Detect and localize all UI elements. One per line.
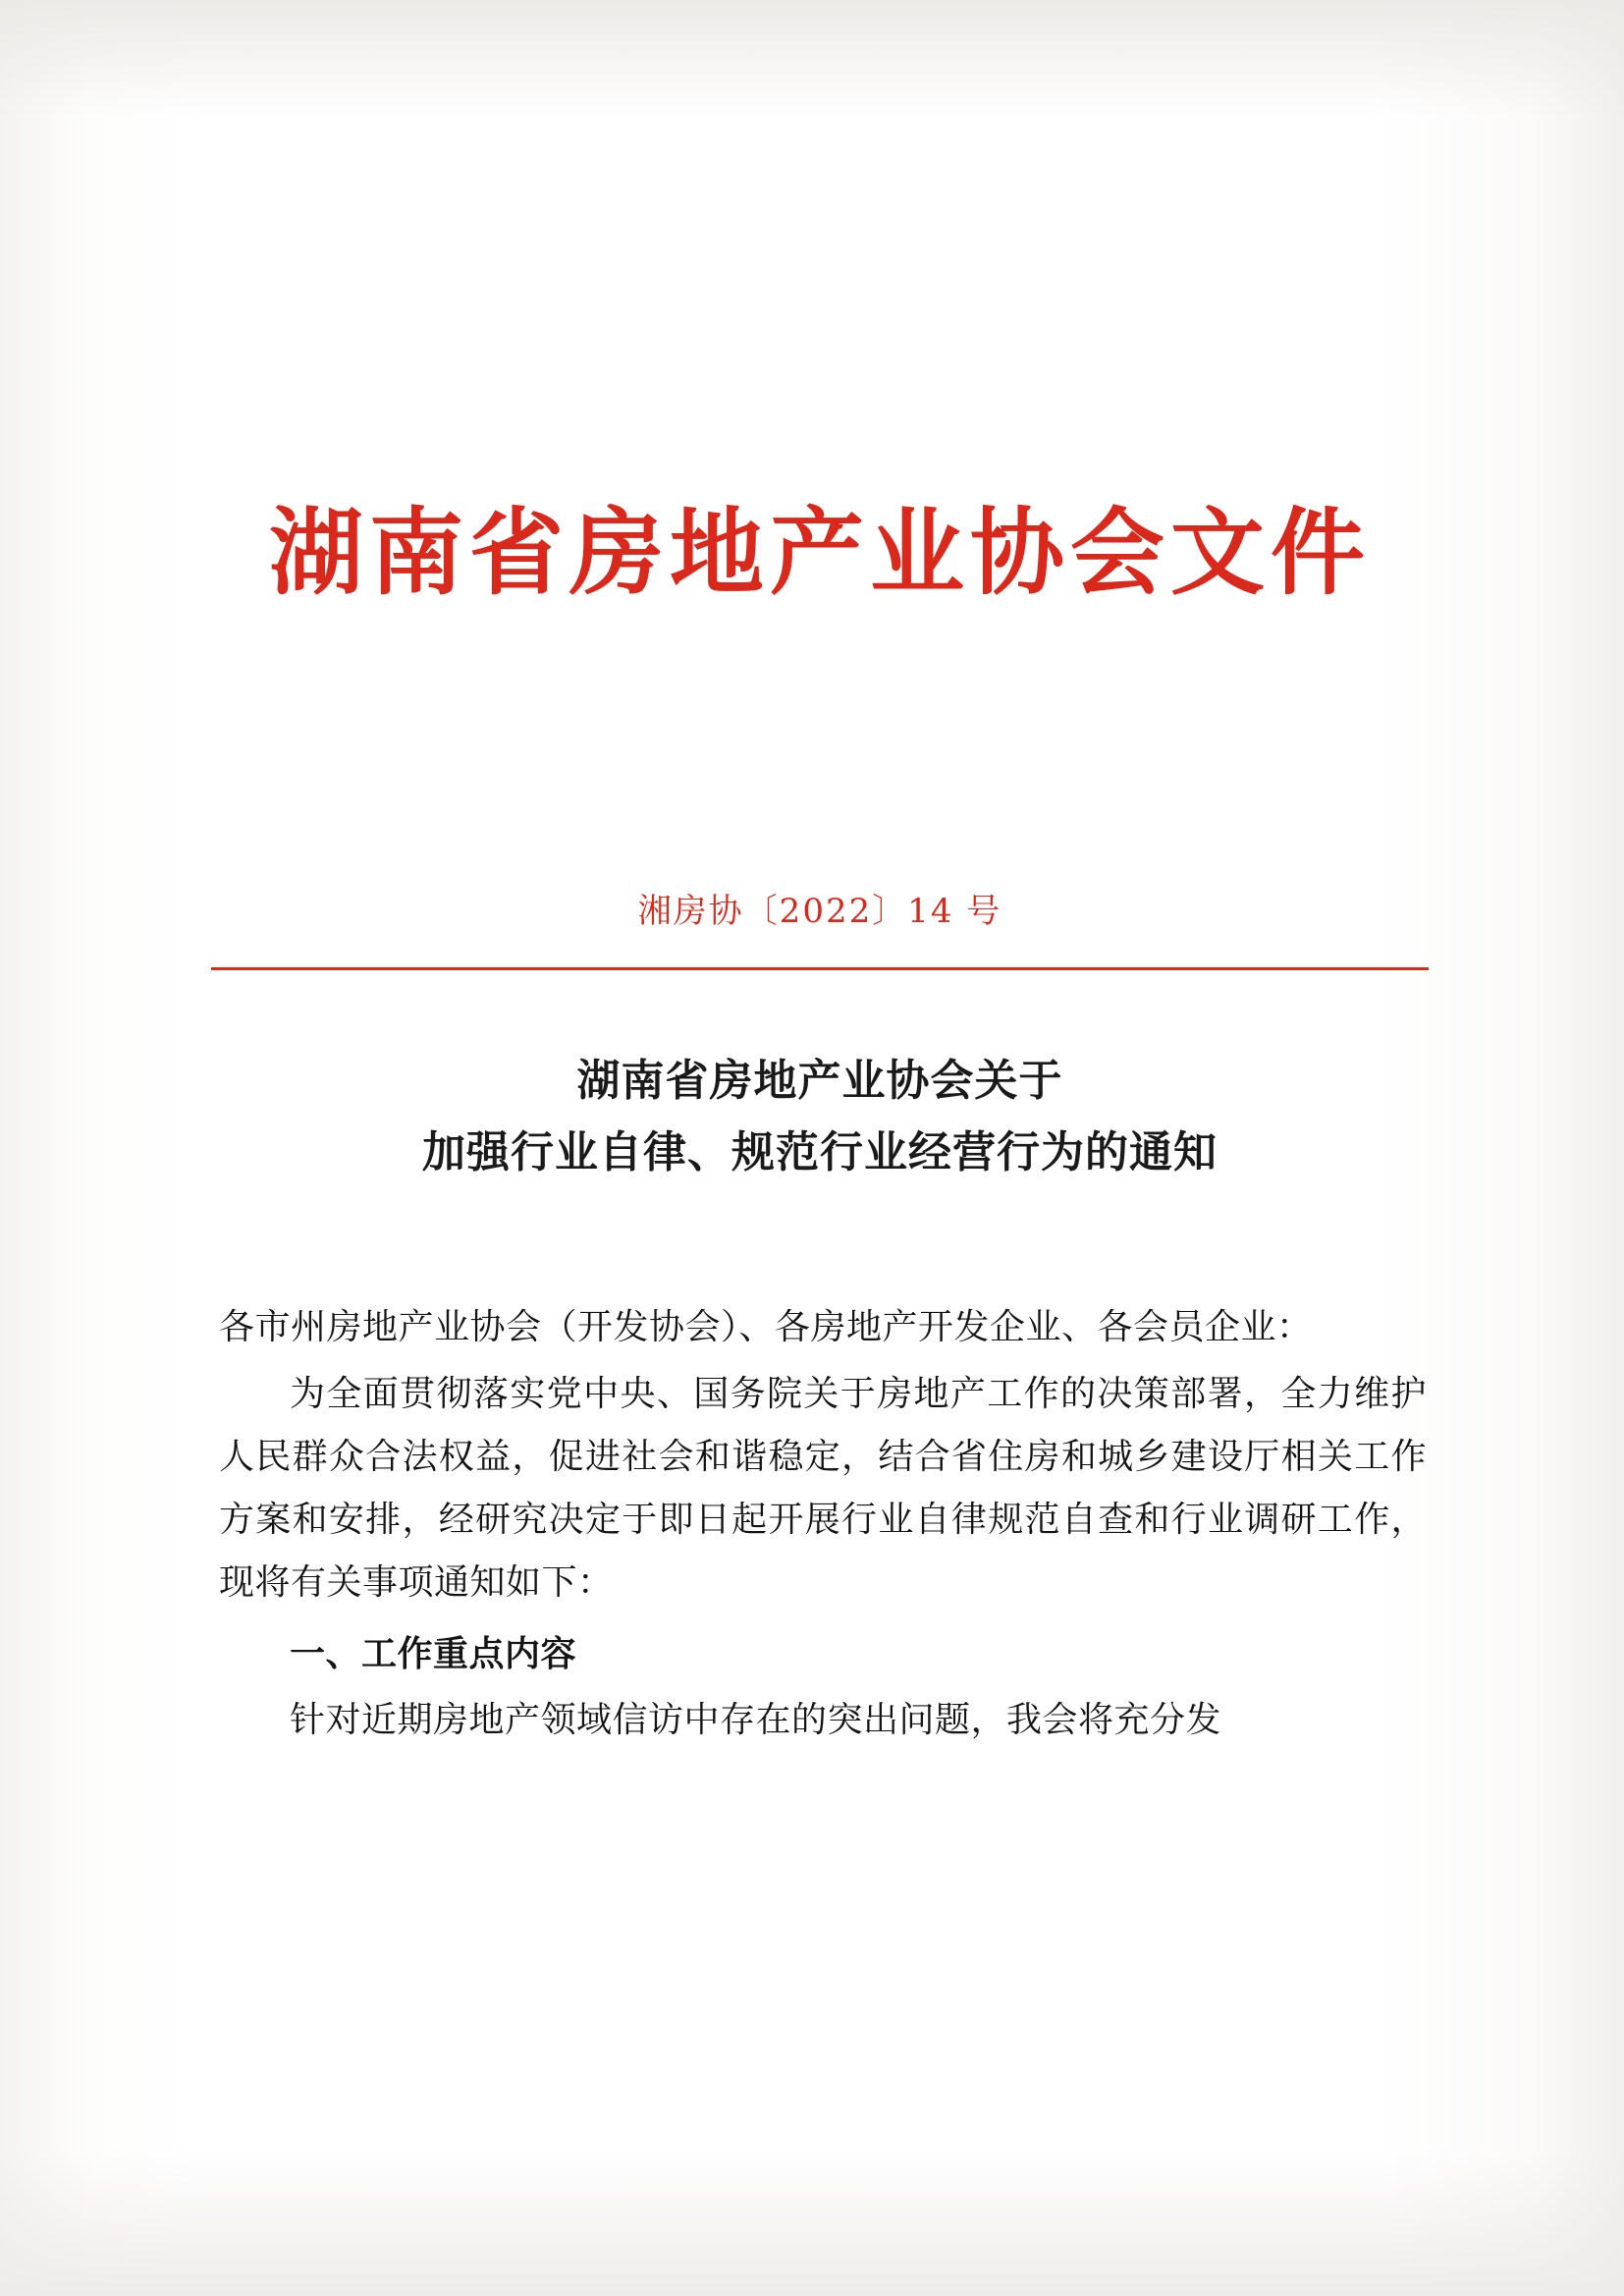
document-number: 湘房协〔2022〕14 号 <box>637 892 1002 931</box>
section-paragraph-1: 针对近期房地产领域信访中存在的突出问题，我会将充分发 <box>290 1700 1222 1741</box>
document-content <box>211 0 1429 2296</box>
recipient-line: 各市州房地产业协会（开发协会）、各房地产开发企业、各会员企业： <box>219 1307 1313 1347</box>
red-divider-rule <box>211 967 1429 970</box>
document-title-line-2: 加强行业自律、规范行业经营行为的通知 <box>422 1126 1218 1177</box>
body-paragraph-1: 为全面贯彻落实党中央、国务院关于房地产工作的决策部署，全力维护人民群众合法权益，促进社会和谐稳定，结合省住房和城乡建设厅相关工作方案和安排，经研究决定于即日起开展行业自律规范自查和行业调研工作，现将有关事项通知如下： <box>219 1374 1427 1604</box>
document-title-line-1: 湖南省房地产业协会关于 <box>576 1056 1063 1106</box>
section-heading-1: 一、工作重点内容 <box>290 1633 577 1675</box>
document-body <box>219 1296 1427 1757</box>
document-title <box>211 1046 1429 1188</box>
document-masthead: 湖南省房地产业协会文件 <box>269 497 1371 608</box>
